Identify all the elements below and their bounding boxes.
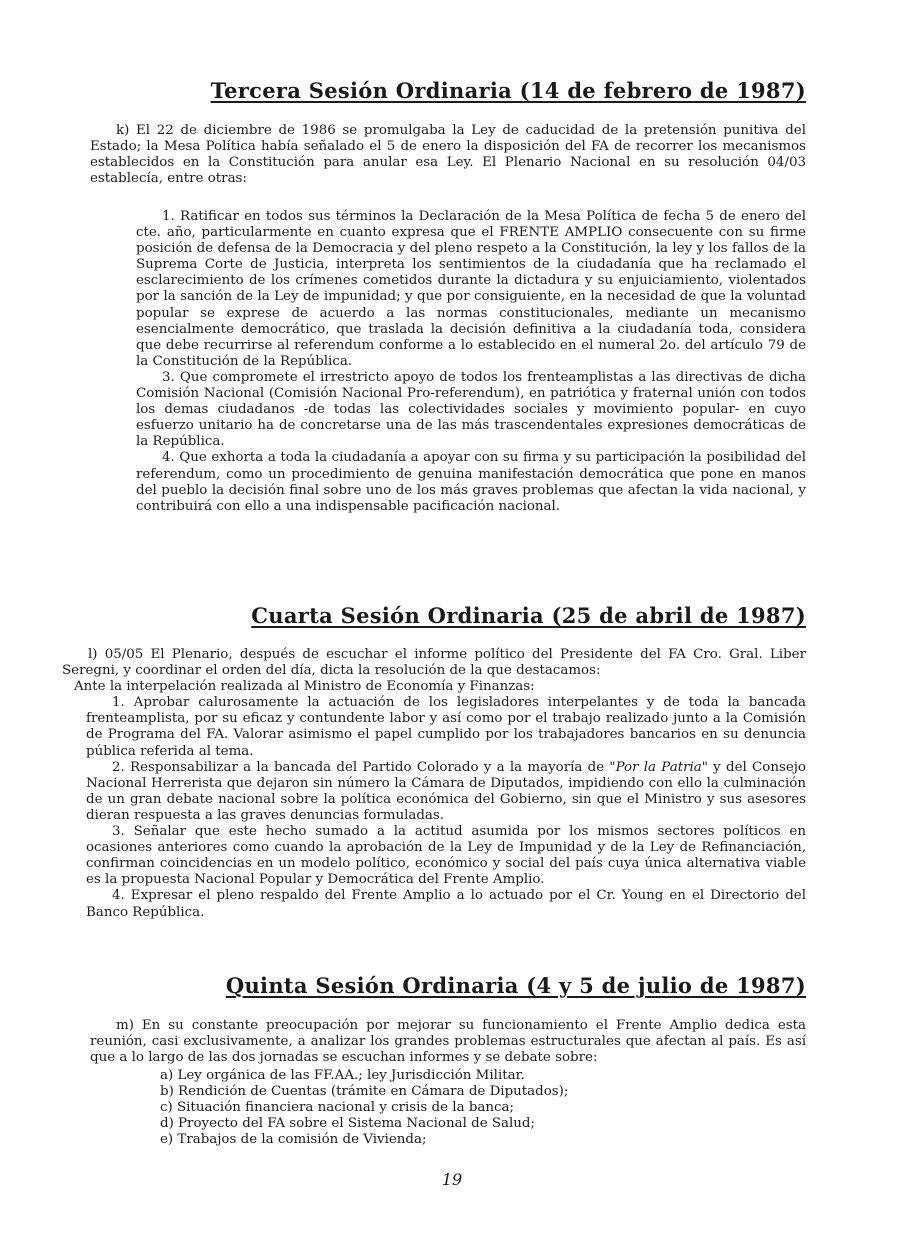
list-item: b) Rendición de Cuentas (trámite en Cámara de Diputados); <box>160 1084 569 1100</box>
resolution-point-1: 1. Ratificar en todos sus términos la Declaración de la Mesa Política de fecha 5 de enero del cte. año, particularmente en cuanto expresa que el FRENTE AMPLIO consecuente con su firme posición de defensa de la Democracia y del pleno respeto a la Constitución, la ley y los fallos de la Suprema Corte de Justicia, interpreta los sentimientos de la ciudadanía que ha reclamado el esclarecimiento de los crímenes cometidos durante la dictadura y su enjuiciamiento, violentados por la sanción de la Ley de impunidad; y que por consiguiente, en la necesidad de que la voluntad popular se exprese de acuerdo a las normas constitucionales, mediante un mecanismo esencialmente democrático, que traslada la decisión definitiva a la ciudadanía toda, considera que debe recurrirse al referendum conforme a lo establecido en el numeral 2o. del artículo 79 de la Constitución de la República. <box>136 209 806 369</box>
list-item: e) Trabajos de la comisión de Vivienda; <box>160 1132 427 1148</box>
section-heading-quinta: Quinta Sesión Ordinaria (4 y 5 de julio de 1987) <box>225 973 806 998</box>
cuarta-point-2-suffix: y del Consejo Nacional Herrerista que dejaron sin número la Cámara de Diputados, impidiendo con ello la culminación de un gran debate nacional sobre la política económica del Gobierno, sin que el Ministro y sus asesores dieran respuesta a las graves denuncias formuladas. <box>86 759 806 823</box>
section-heading-cuarta: Cuarta Sesión Ordinaria (25 de abril de 1987) <box>251 603 806 628</box>
cuarta-point-2-prefix: 2. Responsabilizar a la bancada del Partido Colorado y a la mayoría de <box>112 759 610 775</box>
cuarta-points <box>62 695 806 920</box>
paragraph-l: l) 05/05 El Plenario, después de escuchar el informe político del Presidente del FA Cro. Gral. Liber Seregni, y coordinar el orden del día, dicta la resolución de la que destacamos: <box>62 647 806 679</box>
resolution-point-4: 4. Que exhorta a toda la ciudadanía a apoyar con su firma y su participación la posibilidad del referendum, como un procedimiento de genuina manifestación democrática que pone en manos del pueblo la decisión final sobre uno de los más graves problemas que afectan la vida nacional, y contribuirá con ello a una indispensable pacificación nacional. <box>136 450 806 514</box>
list-item: c) Situación financiera nacional y crisis de la banca; <box>160 1100 514 1116</box>
cuarta-point-2 <box>86 760 806 824</box>
section-cuarta-body <box>62 647 806 921</box>
cuarta-point-4: 4. Expresar el pleno respaldo del Frente Amplio a lo actuado por el Cr. Young en el Directorio del Banco República. <box>86 888 806 920</box>
list-item: d) Proyecto del FA sobre el Sistema Nacional de Salud; <box>160 1116 536 1132</box>
cuarta-point-1: 1. Aprobar calurosamente la actuación de los legisladores interpelantes y de toda la bancada frenteamplista, por su eficaz y contundente labor y así como por el trabajo realizado junto a la Comisión de Programa del FA. Valorar asimismo el papel cumplido por los trabajadores bancarios en su denuncia pública referida al tema. <box>86 695 806 759</box>
list-item: a) Ley orgánica de las FF.AA.; ley Jurisdicción Militar. <box>160 1068 525 1083</box>
cuarta-point-3: 3. Señalar que este hecho sumado a la actitud asumida por los mismos sectores políticos en ocasiones anteriores como cuando la aprobación de la Ley de Impunidad y de la Ley de Refinanciación, confirman coincidencias en un modelo político, económico y social del país cuya única alternativa viable es la propuesta Nacional Popular y Democrática del Frente Amplio. <box>86 824 806 888</box>
paragraph-k: k) El 22 de diciembre de 1986 se promulgaba la Ley de caducidad de la pretensión punitiva del Estado; la Mesa Política había señalado el 5 de enero la disposición del FA de recorrer los mecanismos establecidos en la Constitución para anular esa Ley. El Plenario Nacional en su resolución 04/03 establecía, entre otras: <box>90 123 806 187</box>
section-tercera-resolution <box>136 209 806 515</box>
section-heading-tercera: Tercera Sesión Ordinaria (14 de febrero de 1987) <box>210 78 806 103</box>
por-la-patria-text: "Por la Patria" <box>609 759 708 775</box>
quinta-topics-list <box>160 1068 800 1148</box>
section-quinta-intro-block <box>90 1018 806 1066</box>
paragraph-m: m) En su constante preocupación por mejorar su funcionamiento el Frente Amplio dedica esta reunión, casi exclusivamente, a analizar los grandes problemas estructurales que afectan al país. Es así que a lo largo de las dos jornadas se escuchan informes y se debate sobre: <box>90 1018 806 1066</box>
resolution-point-3: 3. Que compromete el irrestricto apoyo de todos los frenteamplistas a las directivas de dicha Comisión Nacional (Comisión Nacional Pro-referendum), en patriótica y fraternal unión con todos los demas ciudadanos -de todas las colectividades sociales y movimiento popular- en cuyo esfuerzo unitario ha de concretarse una de las más trascendentales expresiones democráticas de la República. <box>136 369 806 450</box>
section-tercera-intro-block <box>90 123 806 187</box>
paragraph-interpelacion: Ante la interpelación realizada al Ministro de Economía y Finanzas: <box>74 679 535 695</box>
page-number: 19 <box>441 1170 463 1189</box>
